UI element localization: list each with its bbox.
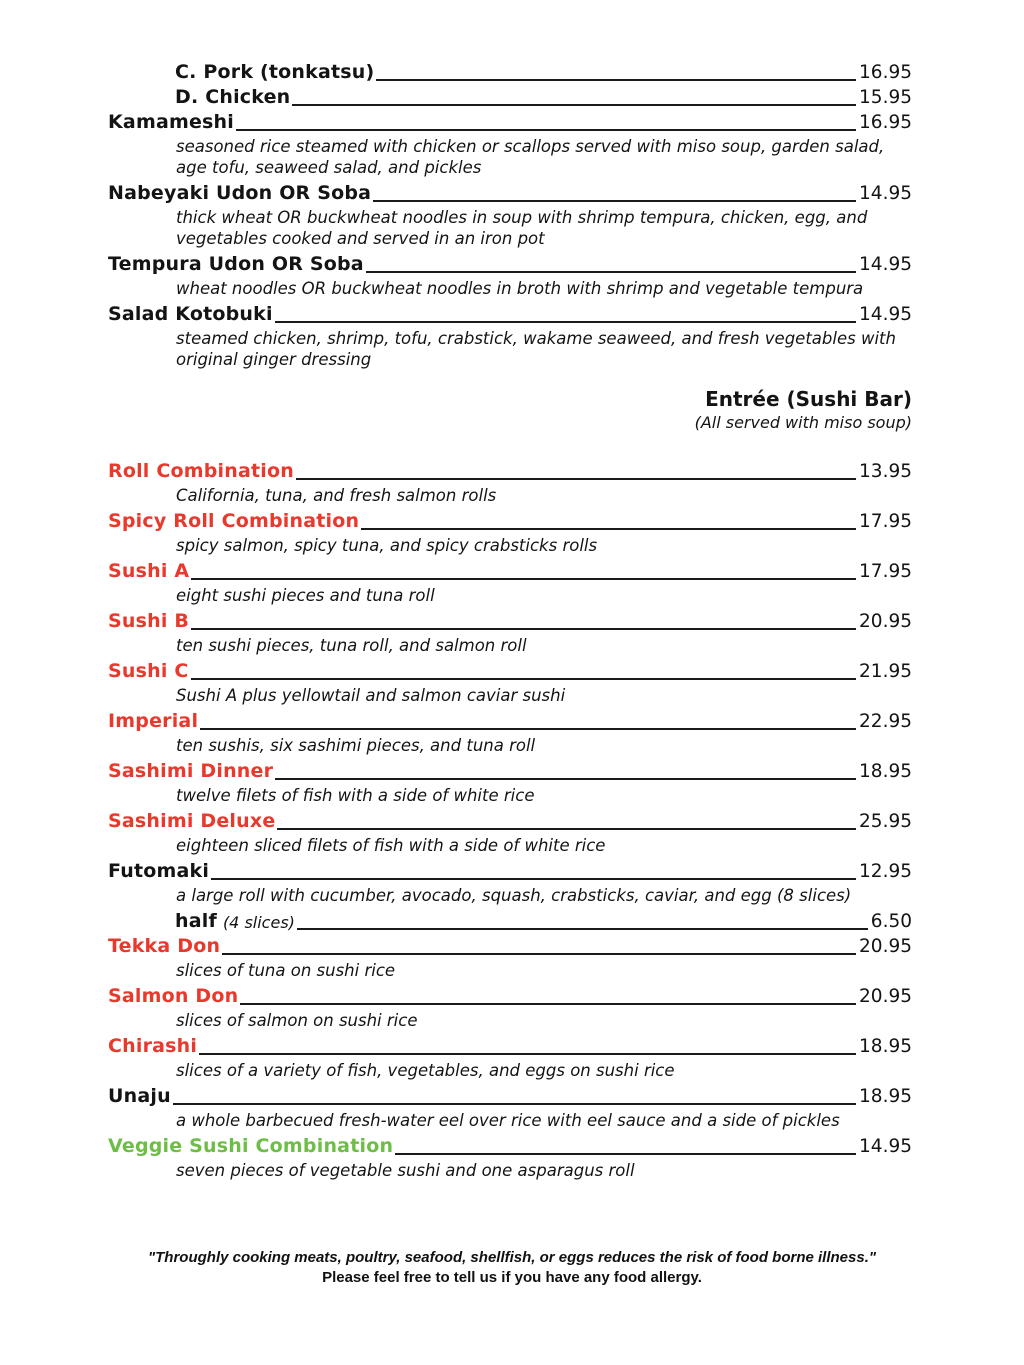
menu-item-row — [108, 1084, 912, 1109]
item-name: Sushi B — [108, 610, 190, 632]
menu-item-row — [108, 181, 912, 206]
item-name: Nabeyaki Udon OR Soba — [108, 182, 372, 204]
item-description: seven pieces of vegetable sushi and one asparagus roll — [176, 1161, 635, 1180]
menu-item — [108, 110, 912, 181]
item-price: 14.95 — [859, 254, 912, 275]
item-name: Roll Combination — [108, 460, 294, 482]
price-leader-line — [200, 728, 856, 730]
item-description: a whole barbecued fresh-water eel over rice with eel sauce and a side of pickles — [176, 1111, 840, 1130]
item-suffix: (4 slices) — [222, 913, 295, 932]
item-price: 21.95 — [859, 661, 912, 682]
item-price: 15.95 — [859, 87, 912, 108]
price-leader-line — [395, 1153, 856, 1155]
item-price: 22.95 — [859, 711, 912, 732]
menu-item-row — [108, 609, 912, 634]
item-name: Chirashi — [108, 1035, 198, 1057]
price-leader-line — [275, 778, 856, 780]
menu-item — [108, 909, 912, 934]
item-description: seasoned rice steamed with chicken or scallops served with miso soup, garden salad, age tofu, seaweed salad, and pickles — [176, 137, 885, 177]
item-name: Salmon Don — [108, 985, 239, 1007]
item-price: 18.95 — [859, 761, 912, 782]
menu-item — [108, 609, 912, 659]
item-price: 13.95 — [859, 461, 912, 482]
item-name: Sushi C — [108, 660, 189, 682]
price-leader-line — [211, 878, 856, 880]
menu-item-row — [108, 1034, 912, 1059]
item-description: California, tuna, and fresh salmon rolls — [176, 486, 497, 505]
footer-allergy-note: Please feel free to tell us if you have any food allergy. — [322, 1269, 702, 1286]
price-leader-line — [277, 828, 856, 830]
item-description: slices of salmon on sushi rice — [176, 1011, 418, 1030]
item-description: ten sushis, six sashimi pieces, and tuna roll — [176, 736, 536, 755]
menu-item — [108, 181, 912, 252]
section-title: Entrée (Sushi Bar) — [705, 387, 912, 411]
price-leader-line — [173, 1103, 856, 1105]
item-name: Sashimi Deluxe — [108, 810, 276, 832]
item-description: slices of tuna on sushi rice — [176, 961, 396, 980]
item-price: 14.95 — [859, 183, 912, 204]
menu-item-row — [108, 110, 912, 135]
item-name: Tempura Udon OR Soba — [108, 253, 364, 275]
item-description: eight sushi pieces and tuna roll — [176, 586, 435, 605]
price-leader-line — [376, 79, 856, 81]
footer-warning-text: "Throughly cooking meats, poultry, seafood, shellfish, or eggs reduces the risk of food borne illness." — [148, 1249, 876, 1266]
menu-item-row — [108, 60, 912, 85]
menu-item-row — [108, 509, 912, 534]
item-price: 18.95 — [859, 1036, 912, 1057]
menu-item-row — [108, 1134, 912, 1159]
item-name: Imperial — [108, 710, 199, 732]
price-leader-line — [361, 528, 856, 530]
price-leader-line — [292, 104, 856, 106]
item-description: twelve filets of fish with a side of white rice — [176, 786, 535, 805]
item-price: 17.95 — [859, 561, 912, 582]
menu-item — [108, 1034, 912, 1084]
menu-item-row — [108, 809, 912, 834]
menu-item — [108, 85, 912, 110]
item-price: 14.95 — [859, 1136, 912, 1157]
price-leader-line — [240, 1003, 856, 1005]
price-leader-line — [191, 578, 856, 580]
item-description: thick wheat OR buckwheat noodles in soup with shrimp tempura, chicken, egg, and vegetables cooked and served in an iron pot — [176, 208, 868, 248]
menu-item-row — [108, 859, 912, 884]
menu-item-row — [108, 302, 912, 327]
item-name: half — [175, 910, 217, 932]
item-name: Veggie Sushi Combination — [108, 1135, 394, 1157]
price-leader-line — [191, 678, 857, 680]
item-name: Spicy Roll Combination — [108, 510, 360, 532]
item-name: Sashimi Dinner — [108, 760, 274, 782]
item-price: 20.95 — [859, 986, 912, 1007]
price-leader-line — [366, 271, 856, 273]
item-name: D. Chicken — [175, 86, 291, 108]
menu-item-row — [108, 659, 912, 684]
item-name: Kamameshi — [108, 111, 234, 133]
item-price: 12.95 — [859, 861, 912, 882]
menu-item — [108, 709, 912, 759]
item-price: 17.95 — [859, 511, 912, 532]
item-price: 6.50 — [870, 911, 912, 932]
item-description: Sushi A plus yellowtail and salmon caviar sushi — [176, 686, 566, 705]
price-leader-line — [222, 953, 856, 955]
item-description: eighteen sliced filets of fish with a side of white rice — [176, 836, 606, 855]
menu-item-row — [108, 934, 912, 959]
menu-item-row — [108, 909, 912, 934]
menu-item — [108, 934, 912, 984]
menu-item — [108, 559, 912, 609]
item-name: C. Pork (tonkatsu) — [175, 61, 375, 83]
menu-item — [108, 809, 912, 859]
menu-item-row — [108, 85, 912, 110]
item-name: Sushi A — [108, 560, 190, 582]
item-description: slices of a variety of fish, vegetables, and eggs on sushi rice — [176, 1061, 675, 1080]
menu-list — [108, 60, 912, 1184]
menu-item-row — [108, 759, 912, 784]
menu-item-row — [108, 252, 912, 277]
item-price: 16.95 — [859, 62, 912, 83]
menu-item — [108, 302, 912, 373]
footer — [0, 1248, 1024, 1288]
item-description: a large roll with cucumber, avocado, squash, crabsticks, caviar, and egg (8 slices) — [176, 886, 852, 905]
item-price: 20.95 — [859, 611, 912, 632]
item-name: Unaju — [108, 1085, 171, 1107]
item-description: steamed chicken, shrimp, tofu, crabstick, wakame seaweed, and fresh vegetables with original ginger dressing — [176, 329, 896, 369]
menu-item-row — [108, 459, 912, 484]
menu-item — [108, 759, 912, 809]
item-price: 25.95 — [859, 811, 912, 832]
menu-item — [108, 659, 912, 709]
menu-item — [108, 459, 912, 509]
menu-item — [108, 60, 912, 85]
menu-item — [108, 1134, 912, 1184]
price-leader-line — [296, 478, 856, 480]
item-price: 18.95 — [859, 1086, 912, 1107]
menu-item-row — [108, 984, 912, 1009]
price-leader-line — [275, 321, 856, 323]
item-description: wheat noodles OR buckwheat noodles in broth with shrimp and vegetable tempura — [176, 279, 864, 298]
menu-item-row — [108, 559, 912, 584]
menu-item — [108, 859, 912, 909]
menu-item — [108, 1084, 912, 1134]
price-leader-line — [191, 628, 856, 630]
item-name: Salad Kotobuki — [108, 303, 273, 325]
menu-item — [108, 509, 912, 559]
item-price: 16.95 — [859, 112, 912, 133]
item-name: Tekka Don — [108, 935, 221, 957]
item-name: Futomaki — [108, 860, 210, 882]
menu-item-row — [108, 709, 912, 734]
menu-item — [108, 252, 912, 302]
section-header — [108, 373, 912, 459]
item-price: 20.95 — [859, 936, 912, 957]
item-description: ten sushi pieces, tuna roll, and salmon roll — [176, 636, 527, 655]
price-leader-line — [373, 200, 856, 202]
menu-item — [108, 984, 912, 1034]
price-leader-line — [199, 1053, 856, 1055]
item-price: 14.95 — [859, 304, 912, 325]
price-leader-line — [236, 129, 856, 131]
item-description: spicy salmon, spicy tuna, and spicy crabsticks rolls — [176, 536, 598, 555]
price-leader-line — [297, 928, 868, 930]
section-subtitle: (All served with miso soup) — [694, 413, 912, 432]
